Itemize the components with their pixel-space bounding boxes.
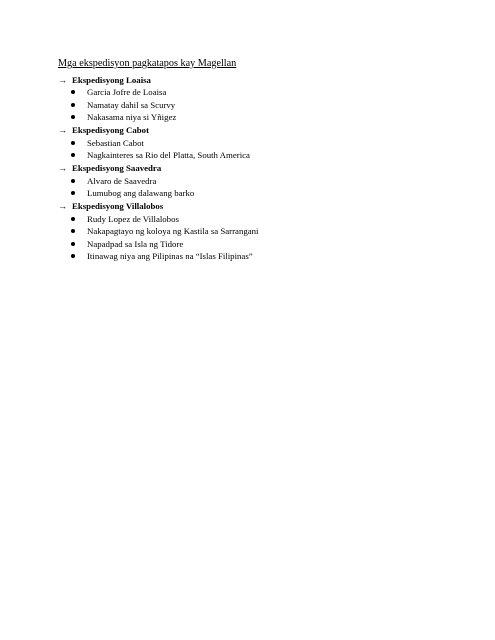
- list-item: [58, 99, 478, 112]
- list-item-text: Nakapagtayo ng koloya ng Kastila sa Sarrangani: [87, 226, 259, 237]
- document-page: [58, 57, 478, 263]
- list-item: [58, 149, 478, 162]
- bullet-icon: [71, 254, 75, 258]
- right-arrow-icon: →: [58, 74, 67, 85]
- section-heading-text: Ekspedisyong Saavedra: [72, 163, 162, 173]
- section-heading: [58, 200, 478, 213]
- section-loaisa: [58, 73, 478, 124]
- bullet-list: [58, 213, 478, 263]
- section-cabot: [58, 124, 478, 162]
- bullet-icon: [71, 179, 75, 183]
- section-heading: [58, 124, 478, 137]
- section-villalobos: [58, 200, 478, 263]
- section-heading-text: Ekspedisyong Loaisa: [72, 74, 151, 85]
- right-arrow-icon: →: [58, 163, 67, 173]
- bullet-icon: [71, 90, 75, 94]
- list-item-text: Garcia Jofre de Loaisa: [87, 87, 167, 98]
- bullet-list: [58, 137, 478, 162]
- list-item: [58, 238, 478, 251]
- list-item-text: Alvaro de Saavedra: [87, 175, 157, 186]
- bullet-icon: [71, 103, 75, 107]
- list-item-text: Lumubog ang dalawang barko: [87, 188, 195, 199]
- list-item-text: Rudy Lopez de Villalobos: [87, 213, 179, 224]
- list-item: [58, 250, 478, 263]
- section-heading-text: Ekspedisyong Villalobos: [72, 201, 164, 211]
- document-title: Mga ekspedisyon pagkatapos kay Magellan: [58, 58, 237, 69]
- list-item: [58, 225, 478, 238]
- bullet-icon: [71, 141, 75, 145]
- right-arrow-icon: →: [58, 201, 67, 211]
- bullet-icon: [71, 153, 75, 157]
- bullet-icon: [71, 217, 75, 221]
- list-item-text: Sebastian Cabot: [87, 137, 144, 148]
- list-item: [58, 137, 478, 150]
- list-item-text: Namatay dahil sa Scurvy: [87, 99, 176, 110]
- list-item: [58, 175, 478, 188]
- list-item-text: Itinawag niya ang Pilipinas na “Islas Filipinas”: [87, 251, 253, 262]
- bullet-icon: [71, 191, 75, 195]
- right-arrow-icon: →: [58, 125, 67, 135]
- bullet-list: [58, 175, 478, 200]
- section-heading: [58, 162, 478, 175]
- list-item-text: Nagkainteres sa Rio del Platta, South America: [87, 150, 250, 161]
- list-item: [58, 111, 478, 124]
- list-item-text: Nakasama niya si Yñigez: [87, 112, 177, 123]
- section-saavedra: [58, 162, 478, 200]
- list-item: [58, 187, 478, 200]
- bullet-list: [58, 86, 478, 124]
- list-item-text: Napadpad sa Isla ng Tidore: [87, 238, 184, 249]
- bullet-icon: [71, 115, 75, 119]
- section-heading-text: Ekspedisyong Cabot: [72, 125, 149, 135]
- list-item: [58, 86, 478, 99]
- bullet-icon: [71, 242, 75, 246]
- bullet-icon: [71, 229, 75, 233]
- section-heading: [58, 73, 478, 86]
- list-item: [58, 213, 478, 226]
